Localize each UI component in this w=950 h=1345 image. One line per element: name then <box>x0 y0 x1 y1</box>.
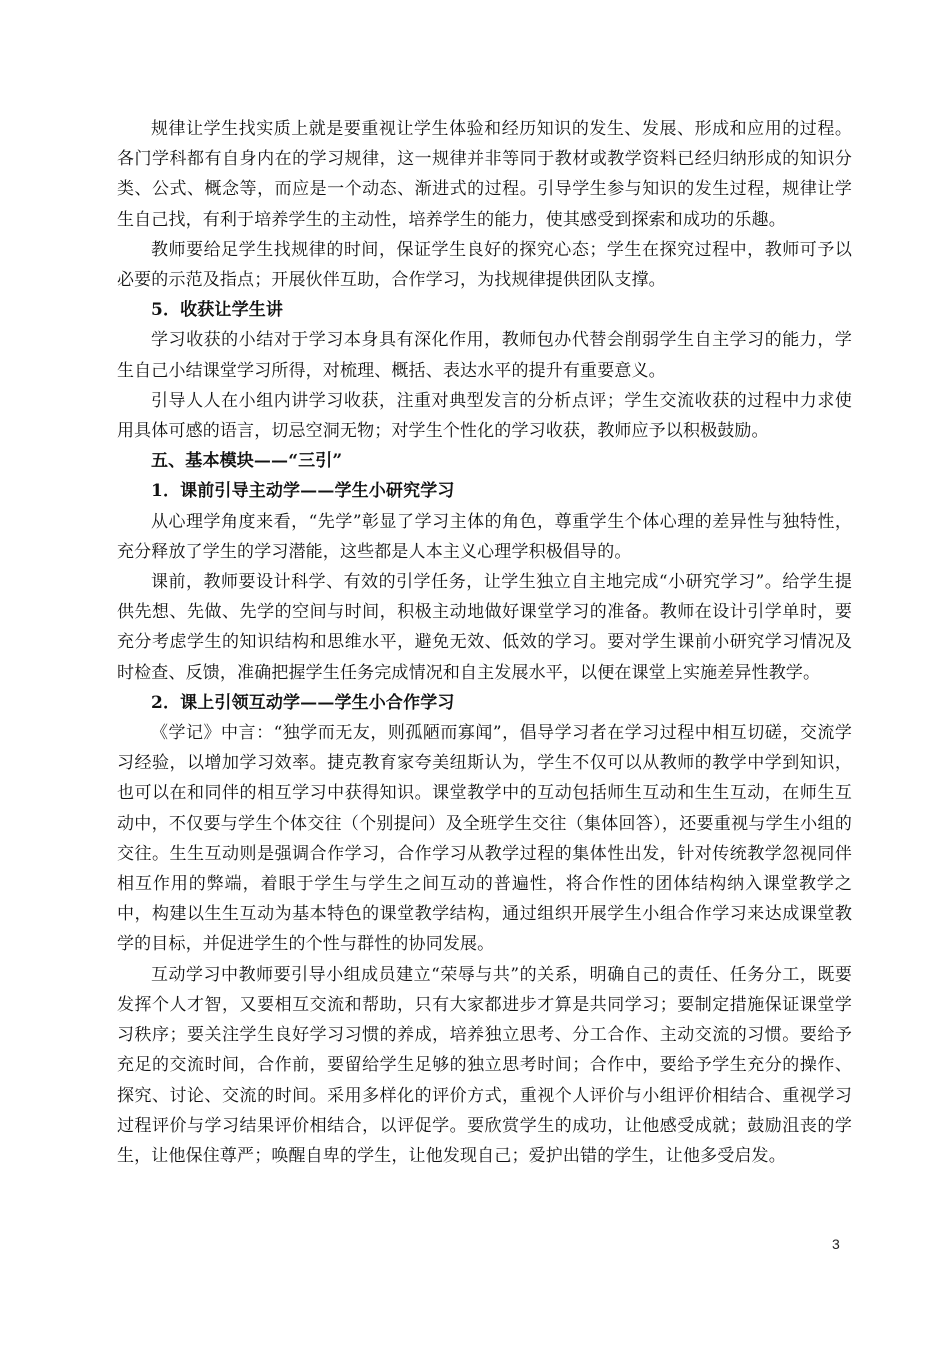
page-number: 3 <box>832 1236 840 1252</box>
paragraph-pre-class-tasks: 课前，教师要设计科学、有效的引学任务，让学生独立自主地完成“小研究学习”。给学生提供先想、先做、先学的空间与时间，积极主动地做好课堂学习的准备。教师在设计引学单时，要充分考虑学生的知识结构和思维水平，避免无效、低效的学习。要对学生课前小研究学习情况及时检查、反馈，准确把握学生任务完成情况和自主发展水平，以便在课堂上实施差异性教学。 <box>117 572 852 683</box>
paragraph-harvest-guidance: 引导人人在小组内讲学习收获，注重对典型发言的分析点评；学生交流收获的过程中力求使用具体可感的语言，切忌空洞无物；对学生个性化的学习收获，教师应予以积极鼓励。 <box>117 390 852 442</box>
section-heading-harvest: 5．收获让学生讲 <box>151 300 284 321</box>
paragraph-interactive-learning: 互动学习中教师要引导小组成员建立“荣辱与共”的关系，明确自己的责任、任务分工，既要发挥个人才智，又要相互交流和帮助，只有大家都进步才算是共同学习；要制定措施保证课堂学习秩序；要关注学生良好学习习惯的养成，培养独立思考、分工合作、主动交流的习惯。要给予充足的交流时间，合作前，要留给学生足够的独立思考时间；合作中，要给予学生充分的操作、探究、讨论、交流的时间。采用多样化的评价方式，重视个人评价与小组评价相结合、重视学习过程评价与学习结果评价相结合，以评促学。要欣赏学生的成功，让他感受成就；鼓励沮丧的学生，让他保住尊严；唤醒自卑的学生，让他发现自己；爱护出错的学生，让他多受启发。 <box>117 964 852 1166</box>
section-heading-pre-class: 1．课前引导主动学——学生小研究学习 <box>151 481 455 502</box>
paragraph-xueji: 《学记》中言：“独学而无友，则孤陋而寡闻”，倡导学习者在学习过程中相互切磋，交流学习经验，以增加学习效率。捷克教育家夸美纽斯认为，学生不仅可以从教师的教学中学到知识，也可以在和同伴的相互学习中获得知识。课堂教学中的互动包括师生互动和生生互动，在师生互动中，不仅要与学生个体交往（个别提问）及全班学生交往（集体回答），还要重视与学生小组的交往。生生互动则是强调合作学习，合作学习从教学过程的集体性出发，针对传统教学忽视同伴相互作用的弊端，着眼于学生与学生之间互动的普遍性，将合作性的团体结构纳入课堂教学之中，构建以生生互动为基本特色的课堂教学结构，通过组织开展学生小组合作学习来达成课堂教学的目标，并促进学生的个性与群性的协同发展。 <box>117 723 852 955</box>
page-body <box>117 114 852 1171</box>
section-heading-basic-module: 五、基本模块——“三引” <box>151 451 343 472</box>
paragraph-rules-by-students: 规律让学生找实质上就是要重视让学生体验和经历知识的发生、发展、形成和应用的过程。各门学科都有自身内在的学习规律，这一规律并非等同于教材或教学资料已经归纳形成的知识分类、公式、概念等，而应是一个动态、渐进式的过程。引导学生参与知识的发生过程，规律让学生自己找，有利于培养学生的主动性，培养学生的能力，使其感受到探索和成功的乐趣。 <box>117 119 852 230</box>
paragraph-psychology: 从心理学角度来看，“先学”彰显了学习主体的角色，尊重学生个体心理的差异性与独特性，充分释放了学生的学习潜能，这些都是人本主义心理学积极倡导的。 <box>117 511 852 562</box>
section-heading-in-class: 2．课上引领互动学——学生小合作学习 <box>151 692 455 713</box>
paragraph-teacher-time: 教师要给足学生找规律的时间，保证学生良好的探究心态；学生在探究过程中，教师可予以必要的示范及指点；开展伙伴互助，合作学习，为找规律提供团队支撑。 <box>117 239 852 291</box>
paragraph-harvest-summary: 学习收获的小结对于学习本身具有深化作用，教师包办代替会削弱学生自主学习的能力，学生自己小结课堂学习所得，对梳理、概括、表达水平的提升有重要意义。 <box>117 330 852 381</box>
